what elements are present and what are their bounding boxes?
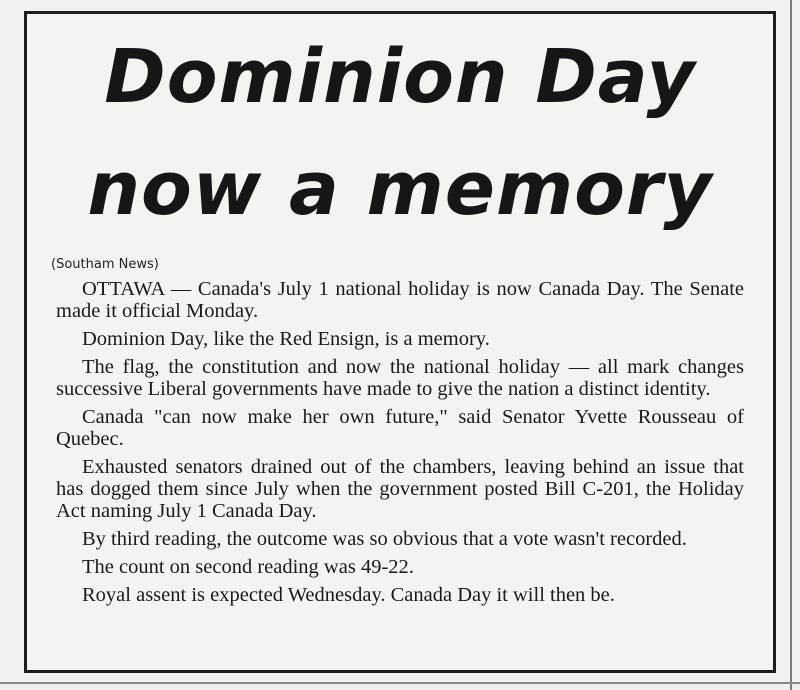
paragraph-5: Exhausted senators drained out of the chambers, leaving behind an issue that has dogged them since July when the government posted Bill C-201, the Holiday Act naming July 1 Canada Day. (56, 456, 744, 522)
article-body (56, 278, 744, 612)
byline: (Southam News) (51, 257, 159, 272)
paragraph-7: The count on second reading was 49-22. (82, 556, 414, 578)
paragraph-2: Dominion Day, like the Red Ensign, is a memory. (82, 328, 490, 350)
headline-line-1: Dominion Day (104, 34, 696, 120)
column-rule-bottom (0, 682, 800, 684)
paragraph-4: Canada "can now make her own future," said Senator Yvette Rousseau of Quebec. (56, 406, 744, 450)
paragraph-1: OTTAWA — Canada's July 1 national holiday is now Canada Day. The Senate made it official Monday. (56, 278, 744, 322)
column-rule-right (790, 0, 792, 690)
paragraph-6: By third reading, the outcome was so obvious that a vote wasn't recorded. (82, 528, 687, 550)
headline-line-2: now a memory (87, 146, 713, 232)
paragraph-3: The flag, the constitution and now the national holiday — all mark changes successive Liberal governments have made to give the nation a distinct identity. (56, 356, 744, 400)
paragraph-8: Royal assent is expected Wednesday. Canada Day it will then be. (82, 584, 615, 606)
